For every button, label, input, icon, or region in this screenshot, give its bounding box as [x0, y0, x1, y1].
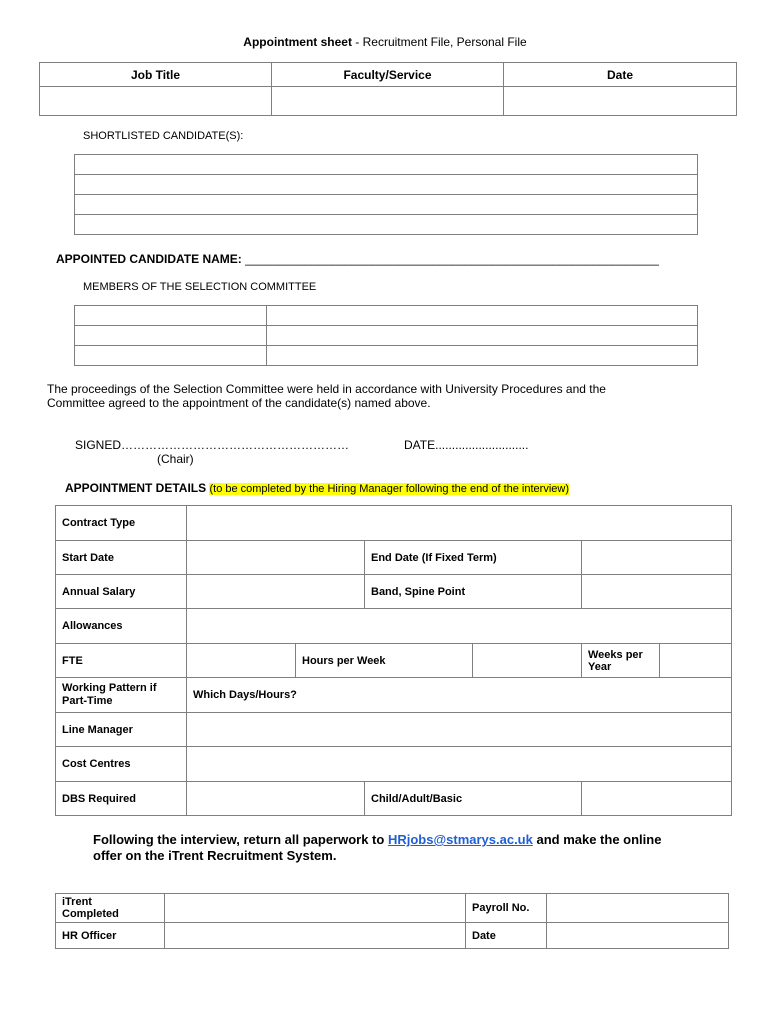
- fte-field[interactable]: [187, 644, 296, 678]
- contract-type-field[interactable]: [187, 506, 732, 541]
- band-spine-label: Band, Spine Point: [365, 575, 582, 609]
- shortlisted-row-1[interactable]: [75, 155, 698, 175]
- child-adult-basic-label: Child/Adult/Basic: [365, 782, 582, 816]
- date-header: Date: [504, 63, 737, 87]
- hr-officer-field[interactable]: [165, 923, 466, 949]
- job-title-field[interactable]: [40, 87, 272, 116]
- itrent-line-2: Completed: [62, 908, 119, 920]
- return-instructions-part-1: Following the interview, return all paperwork to: [93, 832, 388, 847]
- signed-date-line[interactable]: DATE............................: [404, 438, 529, 452]
- start-date-field[interactable]: [187, 541, 365, 575]
- committee-name-2[interactable]: [75, 326, 267, 346]
- working-pattern-line-1: Working Pattern if: [62, 682, 157, 694]
- appointed-candidate: [56, 252, 659, 266]
- appointment-details-table: [55, 505, 732, 816]
- which-days-field[interactable]: Which Days/Hours?: [187, 678, 732, 713]
- page-title: [0, 35, 770, 49]
- return-instructions-line-2: offer on the iTrent Recruitment System.: [93, 848, 337, 863]
- committee-role-2[interactable]: [267, 326, 698, 346]
- allowances-label: Allowances: [56, 609, 187, 644]
- working-pattern-line-2: Part-Time: [62, 695, 113, 707]
- return-instructions: [93, 832, 661, 864]
- hr-officer-label: HR Officer: [56, 923, 165, 949]
- dbs-required-field[interactable]: [187, 782, 365, 816]
- end-date-label: End Date (If Fixed Term): [365, 541, 582, 575]
- annual-salary-label: Annual Salary: [56, 575, 187, 609]
- child-adult-basic-field[interactable]: [582, 782, 732, 816]
- shortlisted-label: SHORTLISTED CANDIDATE(S):: [83, 130, 244, 142]
- hr-date-field[interactable]: [547, 923, 729, 949]
- hours-per-week-label: Hours per Week: [296, 644, 473, 678]
- hr-date-label: Date: [466, 923, 547, 949]
- shortlisted-row-3[interactable]: [75, 195, 698, 215]
- appointed-candidate-line[interactable]: ______________________________________________________________: [245, 252, 659, 266]
- payroll-no-field[interactable]: [547, 894, 729, 923]
- contract-type-label: Contract Type: [56, 506, 187, 541]
- annual-salary-field[interactable]: [187, 575, 365, 609]
- end-date-field[interactable]: [582, 541, 732, 575]
- working-pattern-label: [56, 678, 187, 713]
- hr-email-link[interactable]: HRjobs@stmarys.ac.uk: [387, 832, 533, 847]
- itrent-line-1: iTrent: [62, 896, 92, 908]
- dbs-required-label: DBS Required: [56, 782, 187, 816]
- committee-name-1[interactable]: [75, 306, 267, 326]
- shortlisted-row-2[interactable]: [75, 175, 698, 195]
- faculty-service-header: Faculty/Service: [272, 63, 504, 87]
- chair-label: (Chair): [157, 452, 194, 466]
- committee-table: [74, 305, 698, 366]
- return-instructions-part-2: and make the online: [532, 832, 662, 847]
- appointed-candidate-label: APPOINTED CANDIDATE NAME:: [56, 252, 242, 266]
- appointment-details-note: (to be completed by the Hiring Manager following the end of the interview): [209, 483, 569, 495]
- page-title-bold: Appointment sheet: [243, 35, 352, 49]
- allowances-field[interactable]: [187, 609, 732, 644]
- job-title-header: Job Title: [40, 63, 272, 87]
- hours-per-week-field[interactable]: [473, 644, 582, 678]
- date-field[interactable]: [504, 87, 737, 116]
- cost-centres-field[interactable]: [187, 747, 732, 782]
- faculty-service-field[interactable]: [272, 87, 504, 116]
- fte-label: FTE: [56, 644, 187, 678]
- appointment-details-heading: [65, 481, 569, 495]
- hr-table: [55, 893, 729, 949]
- shortlisted-row-4[interactable]: [75, 215, 698, 235]
- job-info-table: [39, 62, 737, 116]
- band-spine-field[interactable]: [582, 575, 732, 609]
- weeks-per-year-label: Weeks per Year: [582, 644, 660, 678]
- signed-line[interactable]: SIGNED…………………………………………………: [75, 438, 350, 452]
- line-manager-field[interactable]: [187, 713, 732, 747]
- weeks-per-year-field[interactable]: [660, 644, 732, 678]
- itrent-completed-field[interactable]: [165, 894, 466, 923]
- itrent-completed-label: [56, 894, 165, 923]
- payroll-no-label: Payroll No.: [466, 894, 547, 923]
- page-title-rest: - Recruitment File, Personal File: [351, 35, 527, 49]
- shortlisted-table: [74, 154, 698, 235]
- committee-role-1[interactable]: [267, 306, 698, 326]
- proceedings-line-1: The proceedings of the Selection Committee were held in accordance with University Procedures and the: [47, 382, 606, 396]
- appointment-details-title: APPOINTMENT DETAILS: [65, 481, 207, 495]
- start-date-label: Start Date: [56, 541, 187, 575]
- proceedings-text: [47, 382, 606, 410]
- committee-label: MEMBERS OF THE SELECTION COMMITTEE: [83, 281, 317, 293]
- proceedings-line-2: Committee agreed to the appointment of the candidate(s) named above.: [47, 396, 431, 410]
- cost-centres-label: Cost Centres: [56, 747, 187, 782]
- committee-role-3[interactable]: [267, 346, 698, 366]
- committee-name-3[interactable]: [75, 346, 267, 366]
- line-manager-label: Line Manager: [56, 713, 187, 747]
